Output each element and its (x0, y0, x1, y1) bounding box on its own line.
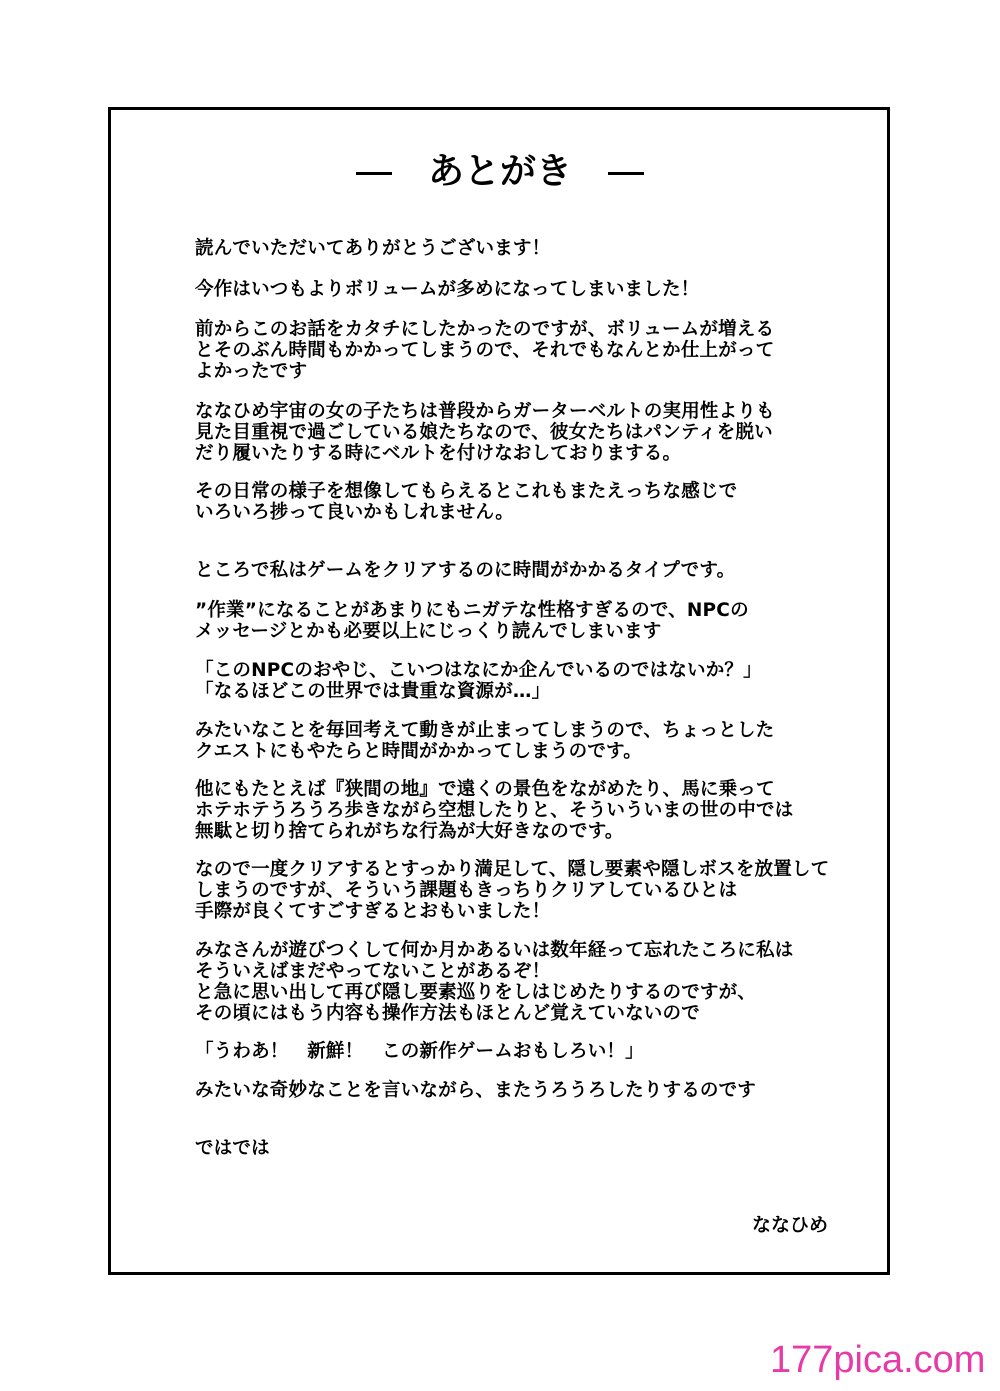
site-watermark: 177pica.com (770, 1339, 986, 1381)
text-line: と急に思い出して再び隠し要素巡りをしはじめたりするのですが、 (195, 982, 757, 1003)
title-dash-left (356, 172, 392, 175)
text-line: とそのぶん時間もかかってしまうので、それでもなんとか仕上がって (195, 340, 775, 361)
text-line: クエストにもやたらと時間がかかってしまうのです。 (195, 741, 642, 762)
text-line: その頃にはもう内容も操作方法もほとんど覚えていないので (195, 1003, 700, 1024)
page-title (0, 152, 1000, 192)
text-line: ななひめ宇宙の女の子たちは普段からガーターベルトの実用性よりも (195, 401, 775, 422)
text-line: みたいな奇妙なことを言いながら、またうろうろしたりするのです (195, 1080, 757, 1101)
title-text: あとがき (427, 151, 572, 192)
text-line: よかったです (195, 361, 308, 382)
text-line: 今作はいつもよりボリュームが多めになってしまいました！ (195, 279, 700, 300)
text-line: ホテホテうろうろ歩きながら空想したりと、そういういまの世の中では (195, 800, 794, 821)
text-line: その日常の様子を想像してもらえるとこれもまたえっちな感じで (195, 481, 738, 502)
author-signature: ななひめ (752, 1214, 829, 1236)
text-line: 手際が良くてすごすぎるとおもいました！ (195, 901, 551, 922)
text-line: 前からこのお話をカタチにしたかったのですが、ボリュームが増える (195, 319, 775, 340)
text-line: しまうのですが、そういう課題もきっちりクリアしているひとは (195, 880, 738, 901)
text-line: みなさんが遊びつくして何か月かあるいは数年経って忘れたころに私は (195, 940, 794, 961)
text-line: 他にもたとえば『狭間の地』で遠くの景色をながめたり、馬に乗って (195, 779, 775, 800)
text-line: なので一度クリアするとすっかり満足して、隠し要素や隠しボスを放置して (195, 859, 830, 880)
text-line: 読んでいただいてありがとうございます！ (195, 238, 551, 259)
text-line: みたいなことを毎回考えて動きが止まってしまうので、ちょっとした (195, 720, 775, 741)
title-dash-right (608, 172, 644, 175)
text-line: いろいろ捗って良いかもしれません。 (195, 502, 515, 523)
text-line: 無駄と切り捨てられがちな行為が大好きなのです。 (195, 821, 624, 842)
text-line: 見た目重視で過ごしている娘たちなので、彼女たちはパンティを脱い (195, 422, 773, 443)
text-line: ではでは (195, 1138, 270, 1159)
text-line: メッセージとかも必要以上にじっくり読んでしまいます (195, 621, 662, 642)
text-line: そういえばまだやってないことがあるぞ！ (195, 961, 551, 982)
text-line: ところで私はゲームをクリアするのに時間がかかるタイプです。 (195, 560, 736, 581)
text-line: 「なるほどこの世界では貴重な資源が…」 (195, 681, 551, 702)
text-line: だり履いたりする時にベルトを付けなおしておりまする。 (195, 443, 682, 464)
text-line: 「このNPCのおやじ、こいつはなにか企んでいるのではないか？」 (195, 660, 762, 681)
text-line: 「うわあ！ 新鮮！ この新作ゲームおもしろい！」 (195, 1041, 644, 1062)
text-line: ”作業”になることがあまりにもニガテな性格すぎるので、NPCの (195, 600, 749, 621)
